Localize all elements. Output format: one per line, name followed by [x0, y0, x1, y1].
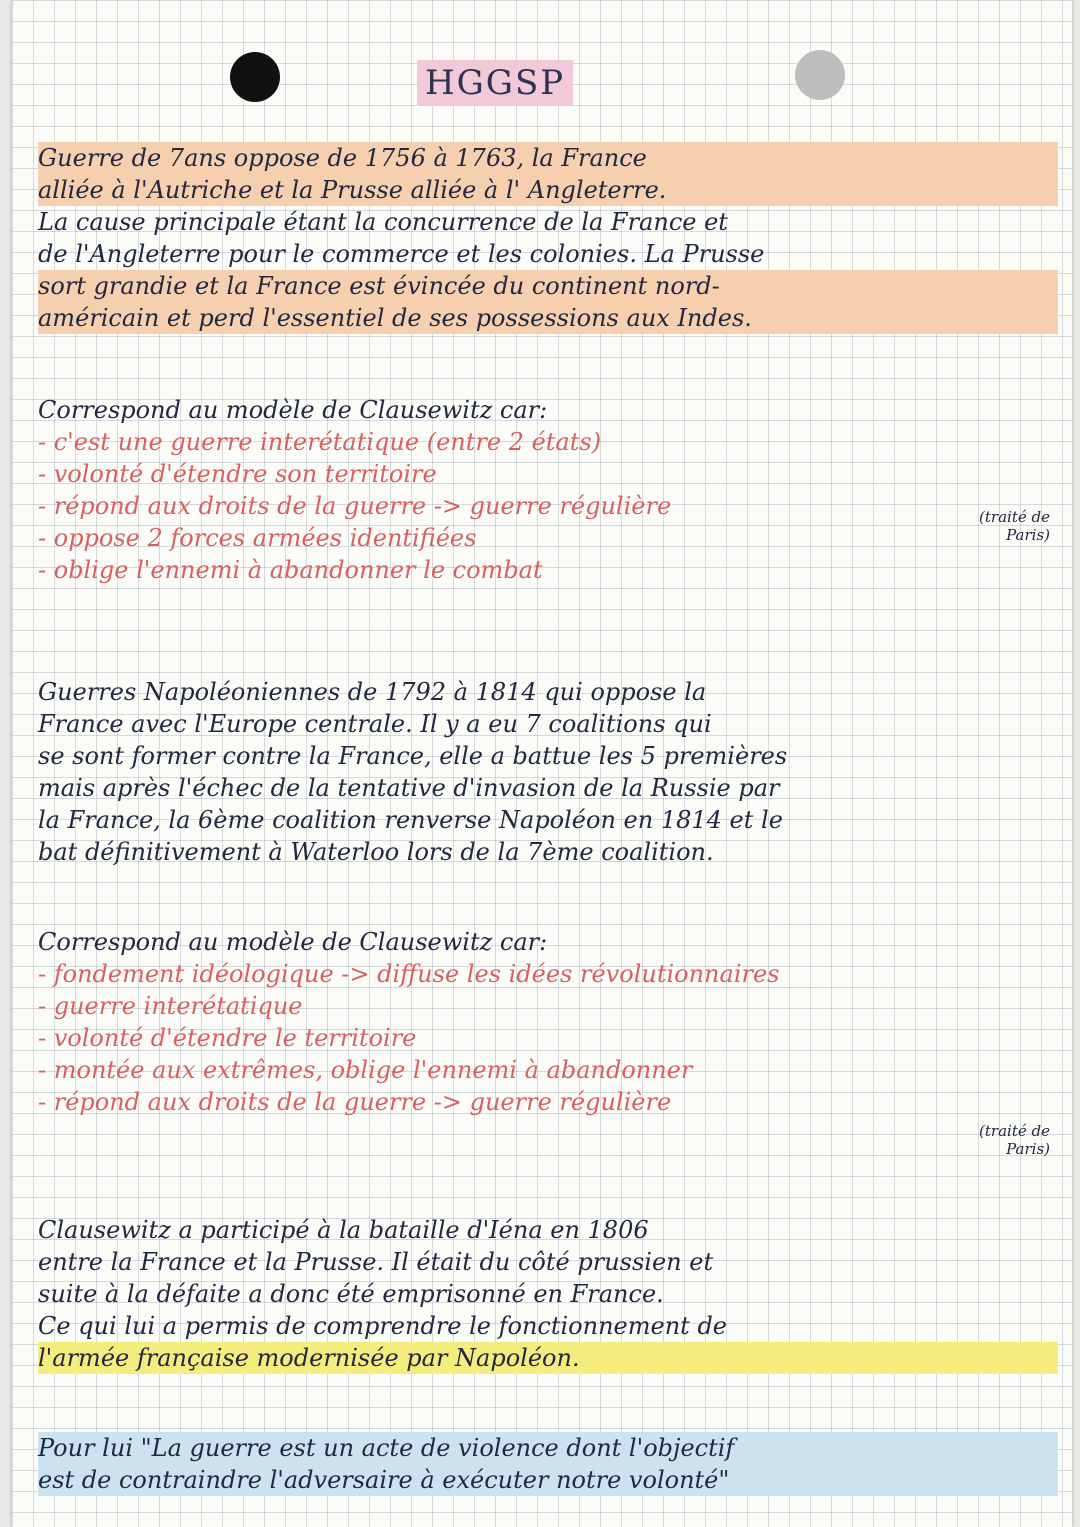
punch-hole-right	[795, 50, 845, 100]
clausewitz-criteria-list-1	[38, 394, 1058, 586]
text-line: Ce qui lui a permis de comprendre le fonctionnement de	[38, 1312, 728, 1340]
text-line: Guerre de 7ans oppose de 1756 à 1763, la France	[38, 142, 1058, 174]
napoleonic-wars-paragraph	[38, 676, 1058, 868]
text-line: l'armée française modernisée par Napoléon.	[38, 1342, 1058, 1374]
list-item: - fondement idéologique -> diffuse les idées révolutionnaires	[38, 960, 780, 988]
text-line: Clausewitz a participé à la bataille d'Iéna en 1806	[38, 1216, 649, 1244]
list-item: - volonté d'étendre son territoire	[38, 460, 437, 488]
text-line: entre la France et la Prusse. Il était du côté prussien et	[38, 1248, 714, 1276]
list-item: - guerre interétatique	[38, 992, 303, 1020]
text-line: américain et perd l'essentiel de ses possessions aux Indes.	[38, 302, 1058, 334]
punch-hole-left	[230, 52, 280, 102]
text-line: de l'Angleterre pour le commerce et les colonies. La Prusse	[38, 240, 765, 268]
clausewitz-jena-paragraph	[38, 1214, 1058, 1374]
text-line: Guerres Napoléoniennes de 1792 à 1814 qui oppose la	[38, 678, 707, 706]
quote-line: Pour lui "La guerre est un acte de violence dont l'objectif	[38, 1432, 1058, 1464]
criteria-heading: Correspond au modèle de Clausewitz car:	[38, 396, 548, 424]
list-item: - répond aux droits de la guerre -> guerre régulière	[38, 1088, 672, 1116]
list-item: - oppose 2 forces armées identifiées	[38, 524, 477, 552]
text-line: la France, la 6ème coalition renverse Napoléon en 1814 et le	[38, 806, 783, 834]
text-line: France avec l'Europe centrale. Il y a eu 7 coalitions qui	[38, 710, 712, 738]
list-item: - montée aux extrêmes, oblige l'ennemi à abandonner	[38, 1056, 693, 1084]
list-item: - répond aux droits de la guerre -> guerre régulière	[38, 492, 672, 520]
criteria-heading: Correspond au modèle de Clausewitz car:	[38, 928, 548, 956]
text-line: se sont former contre la France, elle a battue les 5 premières	[38, 742, 788, 770]
text-line: La cause principale étant la concurrence de la France et	[38, 208, 728, 236]
text-line: bat définitivement à Waterloo lors de la 7ème coalition.	[38, 838, 714, 866]
notebook-page	[12, 0, 1072, 1527]
seven-years-war-paragraph	[38, 142, 1058, 334]
margin-note: (traité de Paris)	[979, 1122, 1050, 1158]
text-line: sort grandie et la France est évincée du continent nord-	[38, 270, 1058, 302]
clausewitz-quote	[38, 1432, 1058, 1496]
clausewitz-criteria-list-2	[38, 926, 1058, 1118]
text-line: mais après l'échec de la tentative d'invasion de la Russie par	[38, 774, 780, 802]
list-item: - volonté d'étendre le territoire	[38, 1024, 417, 1052]
margin-note: (traité de Paris)	[979, 508, 1050, 544]
text-line: suite à la défaite a donc été emprisonné en France.	[38, 1280, 664, 1308]
quote-line: est de contraindre l'adversaire à exécuter notre volonté"	[38, 1464, 1058, 1496]
text-line: alliée à l'Autriche et la Prusse alliée à l' Angleterre.	[38, 174, 1058, 206]
list-item: - c'est une guerre interétatique (entre 2 états)	[38, 428, 602, 456]
list-item: - oblige l'ennemi à abandonner le combat	[38, 556, 543, 584]
page-title: HGGSP	[417, 60, 573, 106]
